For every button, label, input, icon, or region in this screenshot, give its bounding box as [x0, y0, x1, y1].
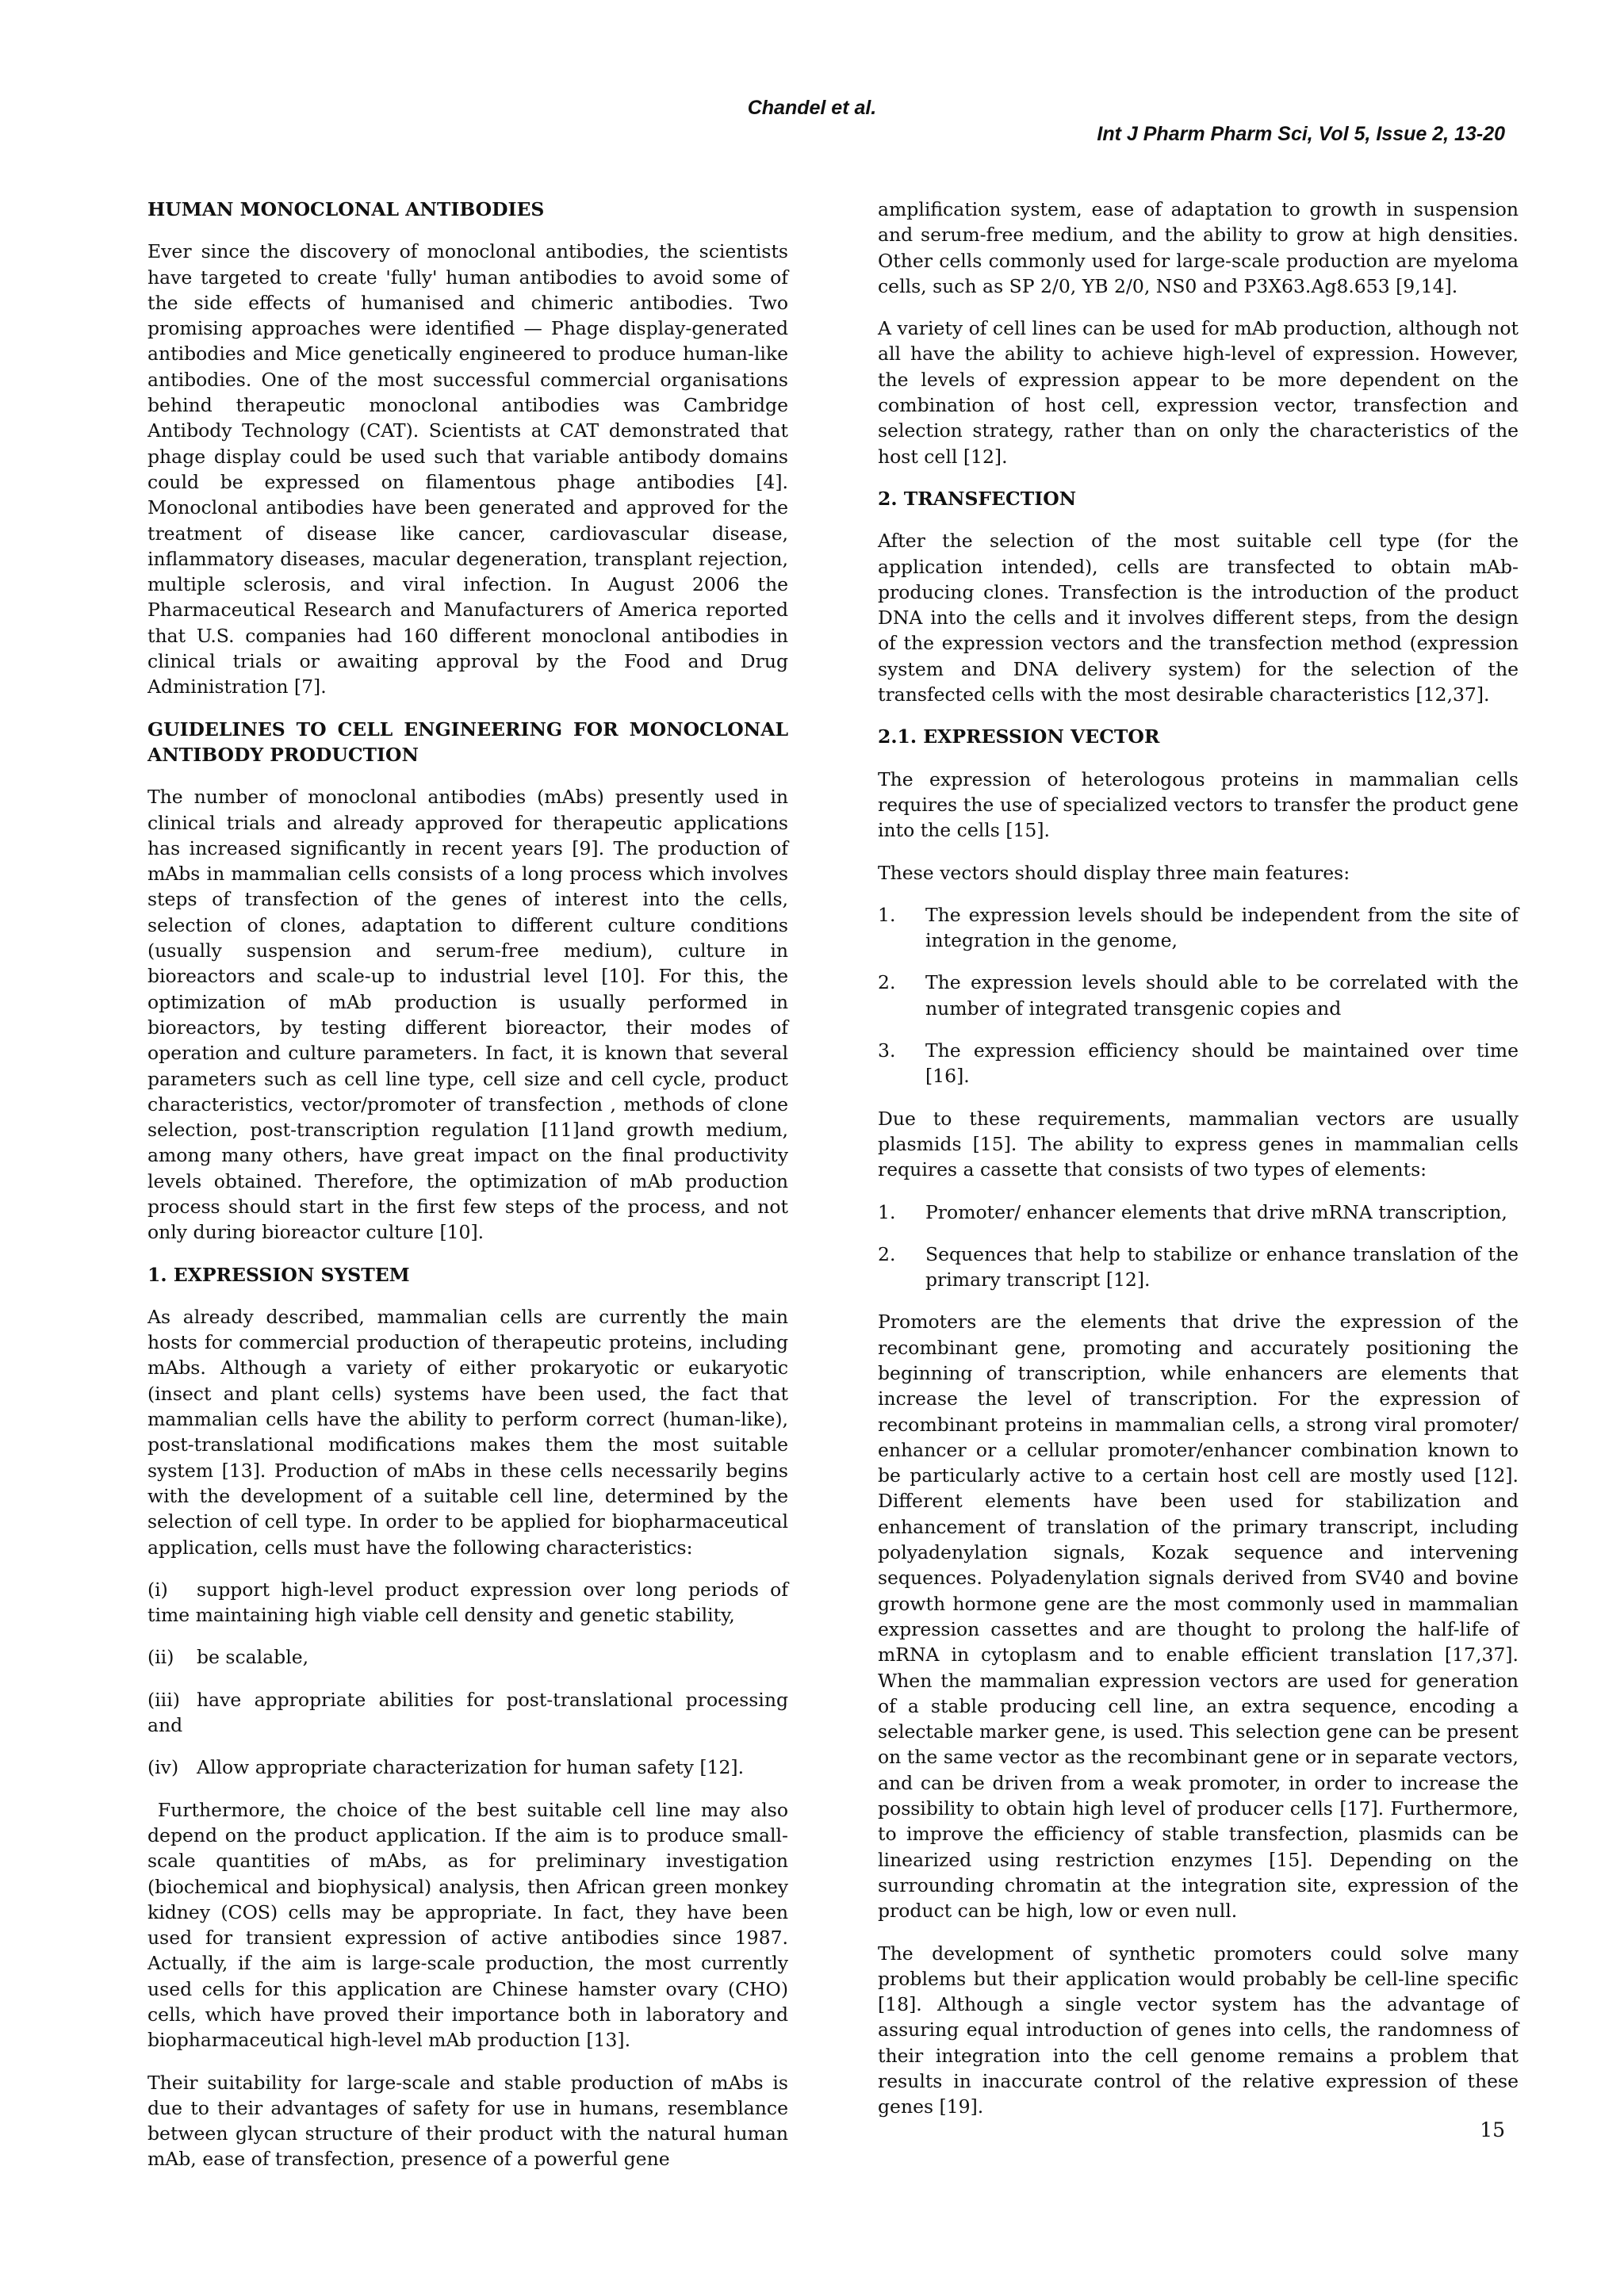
list-item: 1. Promoter/ enhancer elements that drive mRNA transcription, [878, 1200, 1507, 1223]
list-item: 3. The expression efficiency should be maintained over time [16]. [878, 1039, 1519, 1088]
paragraph-human-monoclonal: Ever since the discovery of monoclonal antibodies, the scientists have targeted to create 'fully' human antibodies to avoid some of the side effects of humanised and chimeric antibodies. Two promising approaches were identified — Phage display-generated antibodies and Mice genetically engineered to produce human-like antibodies. One of the most successful commercial organisations behind therapeutic monoclonal antibodies was Cambridge Antibody Technology (CAT). Scientists at CAT demonstrated that phage display could be used such that variable antibody domains could be expressed on filamentous phage antibodies [4]. Monoclonal antibodies have been generated and approved for the treatment of disease like cancer, cardiovascular disease, inflammatory diseases, macular degeneration, transplant rejection, multiple sclerosis, and viral infection. In August 2006 the Pharmaceutical Research and Manufacturers of America reported that U.S. companies had 160 different monoclonal antibodies in clinical trials or awaiting approval by the Food and Drug Administration [7]. [147, 240, 788, 698]
paragraph-vector-features: These vectors should display three main features: [878, 861, 1350, 884]
list-item: (ii) be scalable, [147, 1646, 309, 1669]
vector-features-list [878, 902, 1519, 1089]
page-number: 15 [1480, 2118, 1505, 2141]
paragraph-guidelines: The number of monoclonal antibodies (mAbs) presently used in clinical trials and already approved for therapeutic applications has increased significantly in recent years [9]. The production of mAbs in mammalian cells consists of a long process which involves steps of transfection of the genes of interest into the cells, selection of clones, adaptation to different culture conditions (usually suspension and serum-free medium), culture in bioreactors and scale-up to industrial level [10]. For this, the optimization of mAb production is usually performed in bioreactors, by testing different bioreactor, their modes of operation and culture parameters. In fact, it is known that several parameters such as cell line type, cell size and cell cycle, product characteristics, vector/promoter of transfection , methods of clone selection, post-transcription regulation [11]and growth medium, among many others, have great impact on the final productivity levels obtained. Therefore, the optimization of mAb production process should start in the first few steps of the process, and not only during bioreactor culture [10]. [147, 786, 788, 1244]
paragraph-transfection: After the selection of the most suitable cell type (for the application intended), cells are transfected to obtain mAb-producing clones. Transfection is the introduction of the product DNA into the cells and it involves different steps, from the design of the expression vectors and the transfection method (expression system and DNA delivery system) for the selection of the transfected cells with the most desirable characteristics [12,37]. [878, 530, 1519, 706]
paragraph-expression-system: As already described, mammalian cells are currently the main hosts for commercial production of therapeutic proteins, including mAbs. Although a variety of either prokaryotic or eukaryotic (insect and plant cells) systems have been used, the fact that mammalian cells have the ability to perform correct (human-like), post-translational modifications makes them the most suitable system [13]. Production of mAbs in these cells necessarily begins with the development of a suitable cell line, determined by the selection of cell type. In order to be applied for biopharmaceutical application, cells must have the following characteristics: [147, 1305, 788, 1559]
paragraph-amplification: amplification system, ease of adaptation to growth in suspension and serum-free medium, and the ability to grow at high densities. Other cells commonly used for large-scale production are myeloma cells, such as SP 2/0, YB 2/0, NS0 and P3X63.Ag8.653 [9,14]. [878, 198, 1519, 297]
section-heading-human-monoclonal: HUMAN MONOCLONAL ANTIBODIES [147, 198, 545, 220]
paragraph-cell-line-choice: Furthermore, the choice of the best suitable cell line may also depend on the product application. If the aim is to produce small-scale quantities of mAbs, as for preliminary investigation (biochemical and biophysical) analysis, then African green monkey kidney (COS) cells may be appropriate. In fact, they have been used for transient expression of active antibodies since 1987. Actually, if the aim is large-scale production, the most currently used cells for this application are Chinese hamster ovary (CHO) cells, which have proved their importance both in laboratory and biopharmaceutical high-level mAb production [13]. [147, 1798, 795, 2052]
section-heading-guidelines: GUIDELINES TO CELL ENGINEERING FOR MONOCLONAL ANTIBODY PRODUCTION [147, 718, 788, 766]
list-item: (iii) have appropriate abilities for post-translational processing and [147, 1688, 788, 1737]
paragraph-requirements: Due to these requirements, mammalian vectors are usually plasmids [15]. The ability to express genes in mammalian cells requires a cassette that consists of two types of elements: [878, 1107, 1519, 1181]
left-column [147, 197, 795, 2189]
right-column [878, 197, 1519, 2137]
paragraph-cho-suitability: Their suitability for large-scale and stable production of mAbs is due to their advantages of safety for use in humans, resemblance between glycan structure of their product with the natural human mAb, ease of transfection, presence of a powerful gene [147, 2071, 788, 2171]
running-header-author: Chandel et al. [747, 97, 877, 119]
cell-characteristics-list [147, 1577, 788, 1781]
section-heading-transfection: 2. TRANSFECTION [878, 487, 1077, 510]
section-heading-expression-system: 1. EXPRESSION SYSTEM [147, 1263, 410, 1286]
list-item: (i) support high-level product expression over long periods of time maintaining high viable cell density and genetic stability, [147, 1578, 788, 1627]
cassette-elements-list [878, 1200, 1519, 1293]
paragraph-promoters: Promoters are the elements that drive the expression of the recombinant gene, promoting and accurately positioning the beginning of transcription, while enhancers are elements that increase the level of transcription. For the expression of recombinant proteins in mammalian cells, a strong viral promoter/ enhancer or a cellular promoter/enhancer combination known to be particularly active to a certain host cell are mostly used [12]. Different elements have been used for stabilization and enhancement of translation of the primary transcript, including polyadenylation signals, Kozak sequence and intervening sequences. Polyadenylation signals derived from SV40 and bovine growth hormone gene are the most commonly used in mammalian expression cassettes and are thought to prolong the half-life of mRNA in cytoplasm and to enable efficient translation [17,37]. When the mammalian expression vectors are used for generation of a stable producing cell line, an extra sequence, encoding a selectable marker gene, is used. This selection gene can be present on the same vector as the recombinant gene or in separate vectors, and can be driven from a weak promoter, in order to increase the possibility to obtain high level of producer cells [17]. Furthermore, to improve the efficiency of stable transfection, plasmids can be linearized using restriction enzymes [15]. Depending on the surrounding chromatin at the integration site, expression of the product can be high, low or even null. [878, 1311, 1519, 1923]
list-item: 1. The expression levels should be independent from the site of integration in the genome, [878, 903, 1519, 952]
list-item: (iv) Allow appropriate characterization for human safety [12]. [147, 1756, 745, 1779]
paragraph-cell-lines-variety: A variety of cell lines can be used for mAb production, although not all have the ability to achieve high-level of expression. However, the levels of expression appear to be more dependent on the combination of host cell, expression vector, transfection and selection strategy, rather than on only the characteristics of the host cell [12]. [878, 317, 1519, 468]
paragraph-synthetic-promoters: The development of synthetic promoters could solve many problems but their application would probably be cell-line specific [18]. Although a single vector system has the advantage of assuring equal introduction of genes into cells, the randomness of their integration into the cell genome remains a problem that results in inaccurate control of the relative expression of these genes [19]. [878, 1942, 1519, 2118]
section-heading-expression-vector: 2.1. EXPRESSION VECTOR [878, 725, 1160, 748]
paragraph-expression-vector: The expression of heterologous proteins in mammalian cells requires the use of specialized vectors to transfer the product gene into the cells [15]. [878, 767, 1519, 842]
list-item: 2. The expression levels should able to be correlated with the number of integrated transgenic copies and [878, 971, 1519, 1020]
running-header-journal: Int J Pharm Pharm Sci, Vol 5, Issue 2, 13-20 [1097, 123, 1505, 145]
list-item: 2. Sequences that help to stabilize or enhance translation of the primary transcript [12]. [878, 1242, 1519, 1292]
